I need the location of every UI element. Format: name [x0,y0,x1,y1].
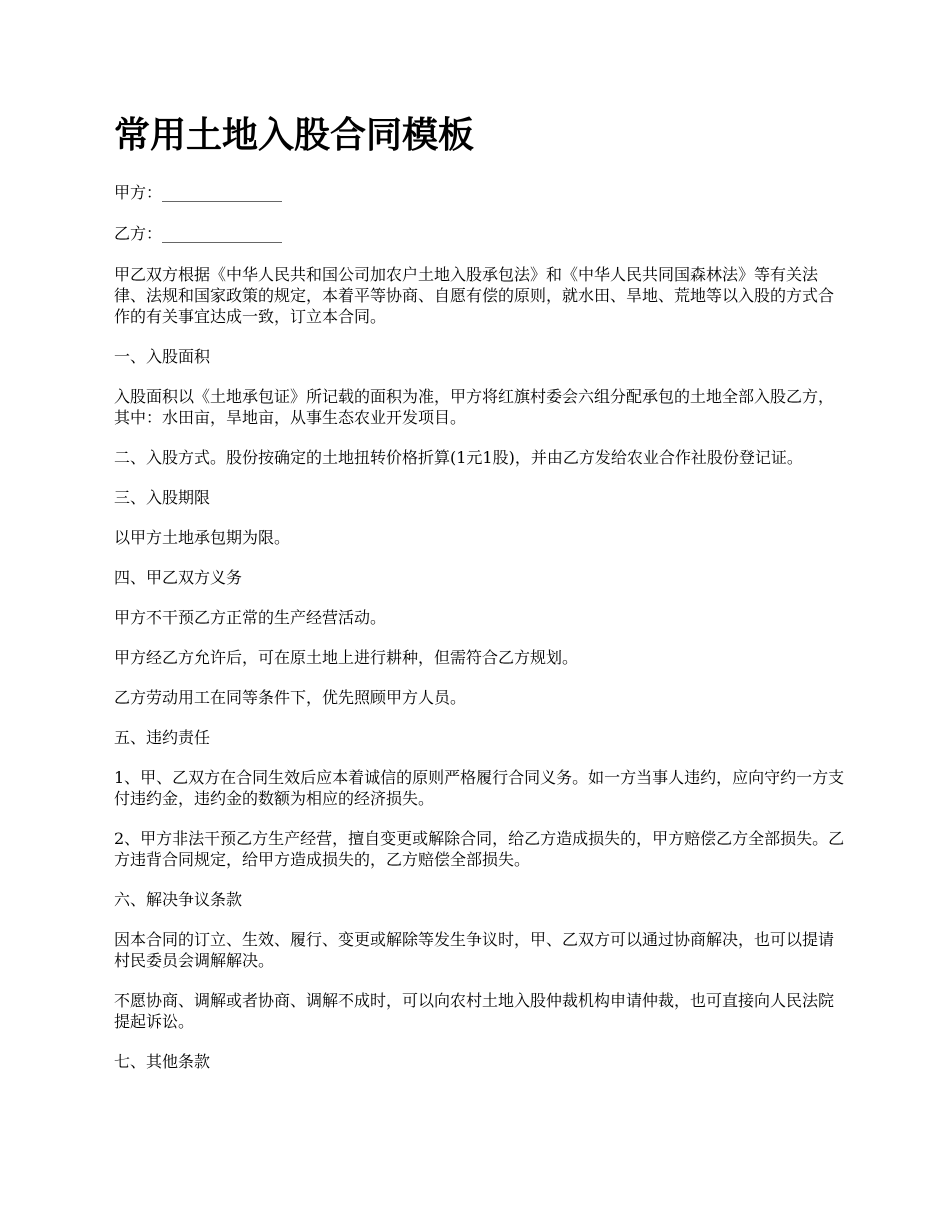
section-5-text-2: 2、甲方非法干预乙方生产经营，擅自变更或解除合同，给乙方造成损失的，甲方赔偿乙方全部损失。乙方违背合同规定，给甲方造成损失的，乙方赔偿全部损失。 [114,829,845,869]
party-b-line: 乙方：_______________ [114,224,283,243]
section-3-text: 以甲方土地承包期为限。 [114,528,291,547]
section-1-text: 入股面积以《土地承包证》所记载的面积为准，甲方将红旗村委会六组分配承包的土地全部入股乙方，其中：水田亩，旱地亩，从事生态农业开发项目。 [114,387,835,427]
section-6-heading: 六、解决争议条款 [114,890,243,909]
section-1-heading: 一、入股面积 [114,347,211,366]
document-page [114,112,846,1091]
section-6-text-2: 不愿协商、调解或者协商、调解不成时，可以向农村土地入股仲裁机构申请仲裁，也可直接向人民法院提起诉讼。 [114,991,835,1031]
section-7-heading: 七、其他条款 [114,1052,211,1071]
section-4-text-2: 甲方经乙方允许后，可在原土地上进行耕种，但需符合乙方规划。 [114,648,579,667]
section-4-text-3: 乙方劳动用工在同等条件下，优先照顾甲方人员。 [114,688,467,707]
section-5-text-1: 1、甲、乙双方在合同生效后应本着诚信的原则严格履行合同义务。如一方当事人违约，应向守约一方支付违约金，违约金的数额为相应的经济损失。 [114,768,845,808]
section-4-text-1: 甲方不干预乙方正常的生产经营活动。 [114,608,387,627]
document-title: 常用土地入股合同模板 [114,115,475,156]
party-a-line: 甲方：_______________ [114,183,283,202]
section-5-heading: 五、违约责任 [114,728,211,747]
intro-paragraph: 甲乙双方根据《中华人民共和国公司加农户土地入股承包法》和《中华人民共同国森林法》等有关法律、法规和国家政策的规定，本着平等协商、自愿有偿的原则，就水田、旱地、荒地等以入股的方式合作的有关事宜达成一致，订立本合同。 [114,265,835,326]
section-4-heading: 四、甲乙双方义务 [114,568,243,587]
section-6-text-1: 因本合同的订立、生效、履行、变更或解除等发生争议时，甲、乙双方可以通过协商解决，也可以提请村民委员会调解解决。 [114,930,835,970]
section-3-heading: 三、入股期限 [114,488,211,507]
section-2-text: 二、入股方式。股份按确定的土地扭转价格折算(1元1股)，并由乙方发给农业合作社股份登记证。 [114,448,803,467]
